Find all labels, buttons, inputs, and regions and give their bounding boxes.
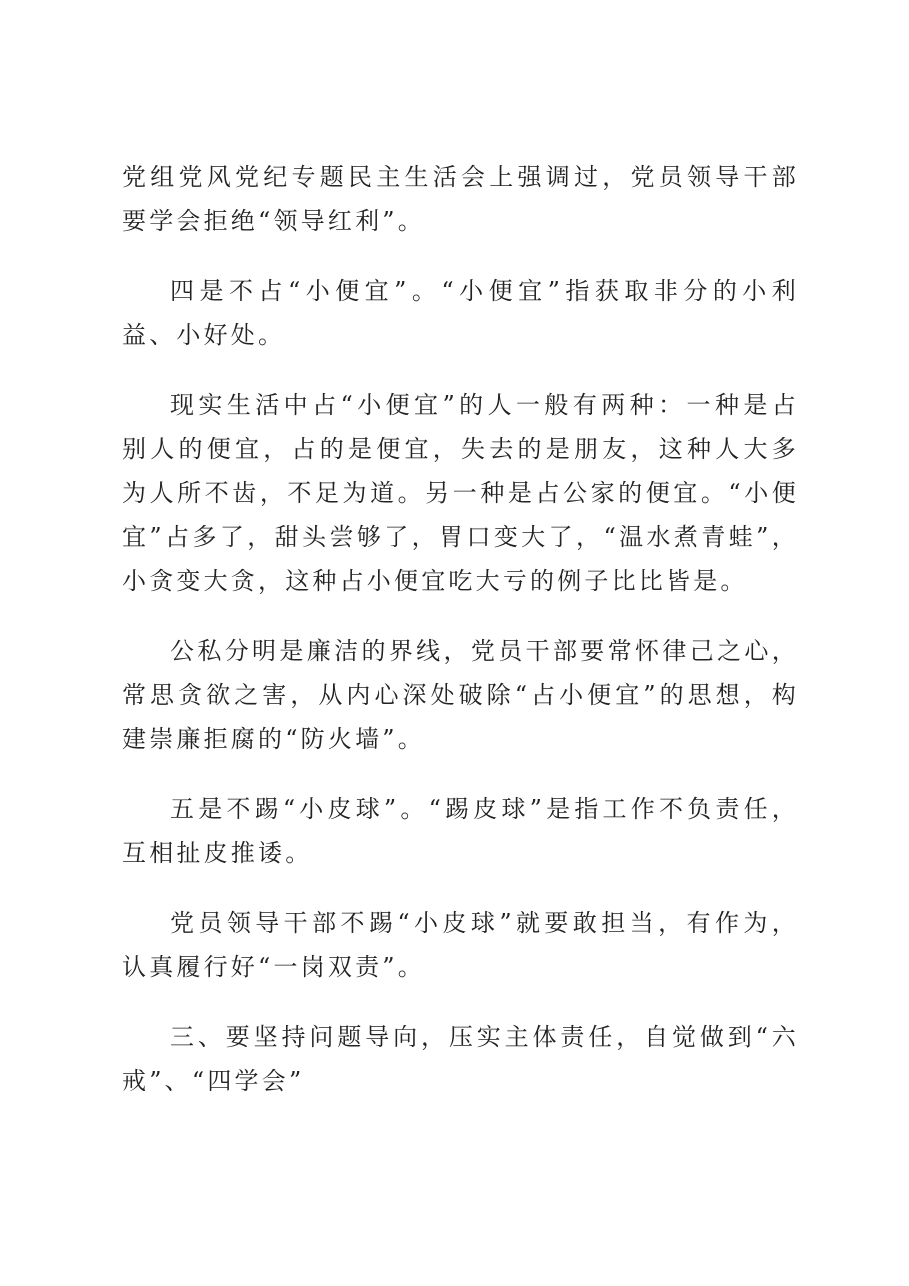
paragraph-kick-ball: 五是不踢“小皮球”。“踢皮球”是指工作不负责任，互相扯皮推诿。 [122, 795, 799, 867]
paragraph-integrity-boundary: 公私分明是廉洁的界线，党员干部要常怀律己之心，常思贪欲之害，从内心深处破除“占小便宜”的思想，构建崇廉拒腐的“防火墙”。 [122, 637, 799, 753]
paragraph-two-kinds: 现实生活中占“小便宜”的人一般有两种：一种是占别人的便宜，占的是便宜，失去的是朋友，这种人大多为人所不齿，不足为道。另一种是占公家的便宜。“小便宜”占多了，甜头尝够了，胃口变大了，“温水煮青蛙”，小贪变大贪，这种占小便宜吃大亏的例子比比皆是。 [122, 391, 799, 595]
paragraph-take-responsibility: 党员领导干部不踢“小皮球”就要敢担当，有作为，认真履行好“一岗双责”。 [122, 909, 799, 981]
section-heading-three: 三、要坚持问题导向，压实主体责任，自觉做到“六戒”、“四学会” [122, 1023, 799, 1095]
paragraph-continued: 党组党风党纪专题民主生活会上强调过，党员领导干部要学会拒绝“领导红利”。 [122, 163, 799, 235]
paragraph-small-advantage: 四是不占“小便宜”。“小便宜”指获取非分的小利益、小好处。 [122, 277, 799, 349]
